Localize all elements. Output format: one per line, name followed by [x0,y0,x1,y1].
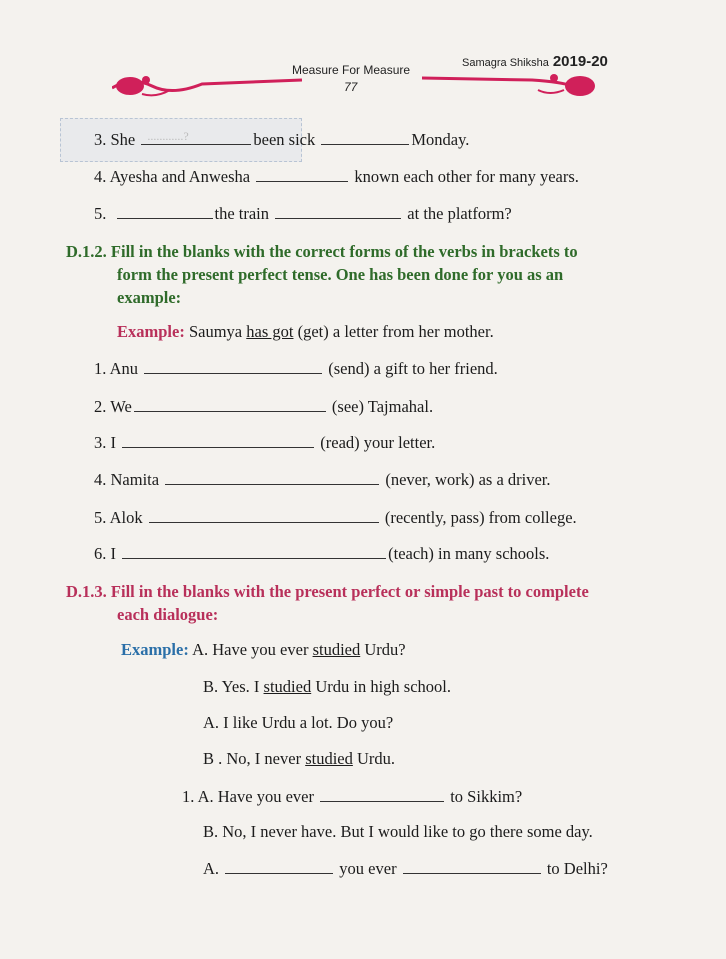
example-text: Urdu? [364,640,406,659]
book-title: Measure For Measure [292,63,411,77]
example-text: B. Yes. I [203,677,260,696]
item-number: 1. [94,359,107,378]
exercise-item [94,167,579,187]
example-answer: studied [305,749,353,768]
item-text: (read) your letter. [320,433,436,452]
example-label: Example: [117,322,185,341]
item-number: 2. [94,397,107,416]
year: 2019-20 [552,53,608,70]
section-heading-cont: each dialogue: [117,605,219,624]
section-heading [66,581,589,603]
item-number: 5. [94,204,107,223]
answer-blank[interactable] [165,483,379,485]
section-code: D.1.2. [66,242,107,261]
answer-blank[interactable] [141,129,251,145]
item-text: Monday. [411,130,470,149]
answer-blank[interactable] [134,410,326,412]
example-line [203,749,395,769]
answer-blank[interactable] [122,557,386,559]
exercise-item [94,359,498,379]
dialogue-text: to Delhi? [546,859,608,878]
item-text: (see) Tajmahal. [331,397,434,416]
answer-blank[interactable] [225,872,333,874]
example-text: Urdu. [356,749,396,768]
item-text: (never, work) as a driver. [385,470,551,489]
example-line: A. I like Urdu a lot. Do you? [203,713,394,732]
example-answer: studied [312,640,361,659]
item-number: 1. [182,787,195,806]
item-subject: Alok [109,508,143,527]
item-number: 3. [94,130,107,149]
dialogue-item [182,787,522,807]
left-ornament-icon [112,72,302,102]
dialogue-text: to Sikkim? [450,787,523,806]
dialogue-text: A. [203,859,220,878]
item-text: (send) a gift to her friend. [328,359,498,378]
answer-blank[interactable] [403,872,541,874]
item-text: been sick [253,130,316,149]
item-subject: I [110,544,116,563]
example-answer: has got [246,322,294,341]
item-text: (recently, pass) from college. [384,508,577,527]
answer-blank[interactable] [275,217,401,219]
exercise-item [94,397,433,417]
dialogue-item: B. No, I never have. But I would like to go there some day. [203,822,593,841]
exercise-item [94,130,469,150]
section-heading-cont: form the present perfect tense. One has been done for you as an [117,265,564,284]
instruction-text: Fill in the blanks with the correct forms of the verbs in brackets to [110,242,578,261]
example-line [203,677,451,697]
item-subject: Anu [109,359,139,378]
answer-blank[interactable] [144,372,322,374]
exercise-item [94,508,577,528]
faint-text: ............? [147,129,189,143]
exercise-item [94,204,512,224]
page-number: 77 [344,80,358,94]
item-number: 5. [94,508,107,527]
example-line [121,640,406,660]
answer-blank[interactable] [117,217,213,219]
item-subject: Namita [110,470,160,489]
example-text: Urdu in high school. [315,677,451,696]
answer-blank[interactable] [320,800,444,802]
example-label: Example: [121,640,189,659]
item-number: 6. [94,544,107,563]
item-text: She [110,130,136,149]
item-number: 4. [94,167,107,186]
publisher-name: Samagra Shiksha [462,57,549,69]
dialogue-text: you ever [339,859,397,878]
section-code: D.1.3. [66,582,107,601]
item-text: Ayesha and Anwesha [109,167,251,186]
example-text: B . No, I never [203,749,302,768]
exercise-item [94,433,435,453]
example-line [117,322,494,342]
item-text: known each other for many years. [354,167,579,186]
dialogue-text: A. Have you ever [197,787,314,806]
right-ornament-icon [422,68,598,100]
answer-blank[interactable] [149,521,379,523]
answer-blank[interactable] [321,143,409,145]
answer-blank[interactable] [122,446,314,448]
item-subject: I [110,433,116,452]
exercise-item [94,470,551,490]
example-text: A. Have you ever [192,640,309,659]
example-answer: studied [263,677,312,696]
item-number: 4. [94,470,107,489]
item-text: (teach) in many schools. [388,544,550,563]
item-text: the train [214,204,270,223]
item-number: 3. [94,433,107,452]
example-text: (get) a letter from her mother. [297,322,494,341]
item-subject: We [110,397,132,416]
dialogue-item [203,859,608,879]
item-text: at the platform? [407,204,512,223]
exercise-item [94,544,549,564]
example-text: Saumya [188,322,243,341]
instruction-text: Fill in the blanks with the present perfect or simple past to complete [110,582,589,601]
answer-blank[interactable] [256,180,348,182]
section-heading [66,241,578,263]
section-heading-cont: example: [117,288,182,307]
